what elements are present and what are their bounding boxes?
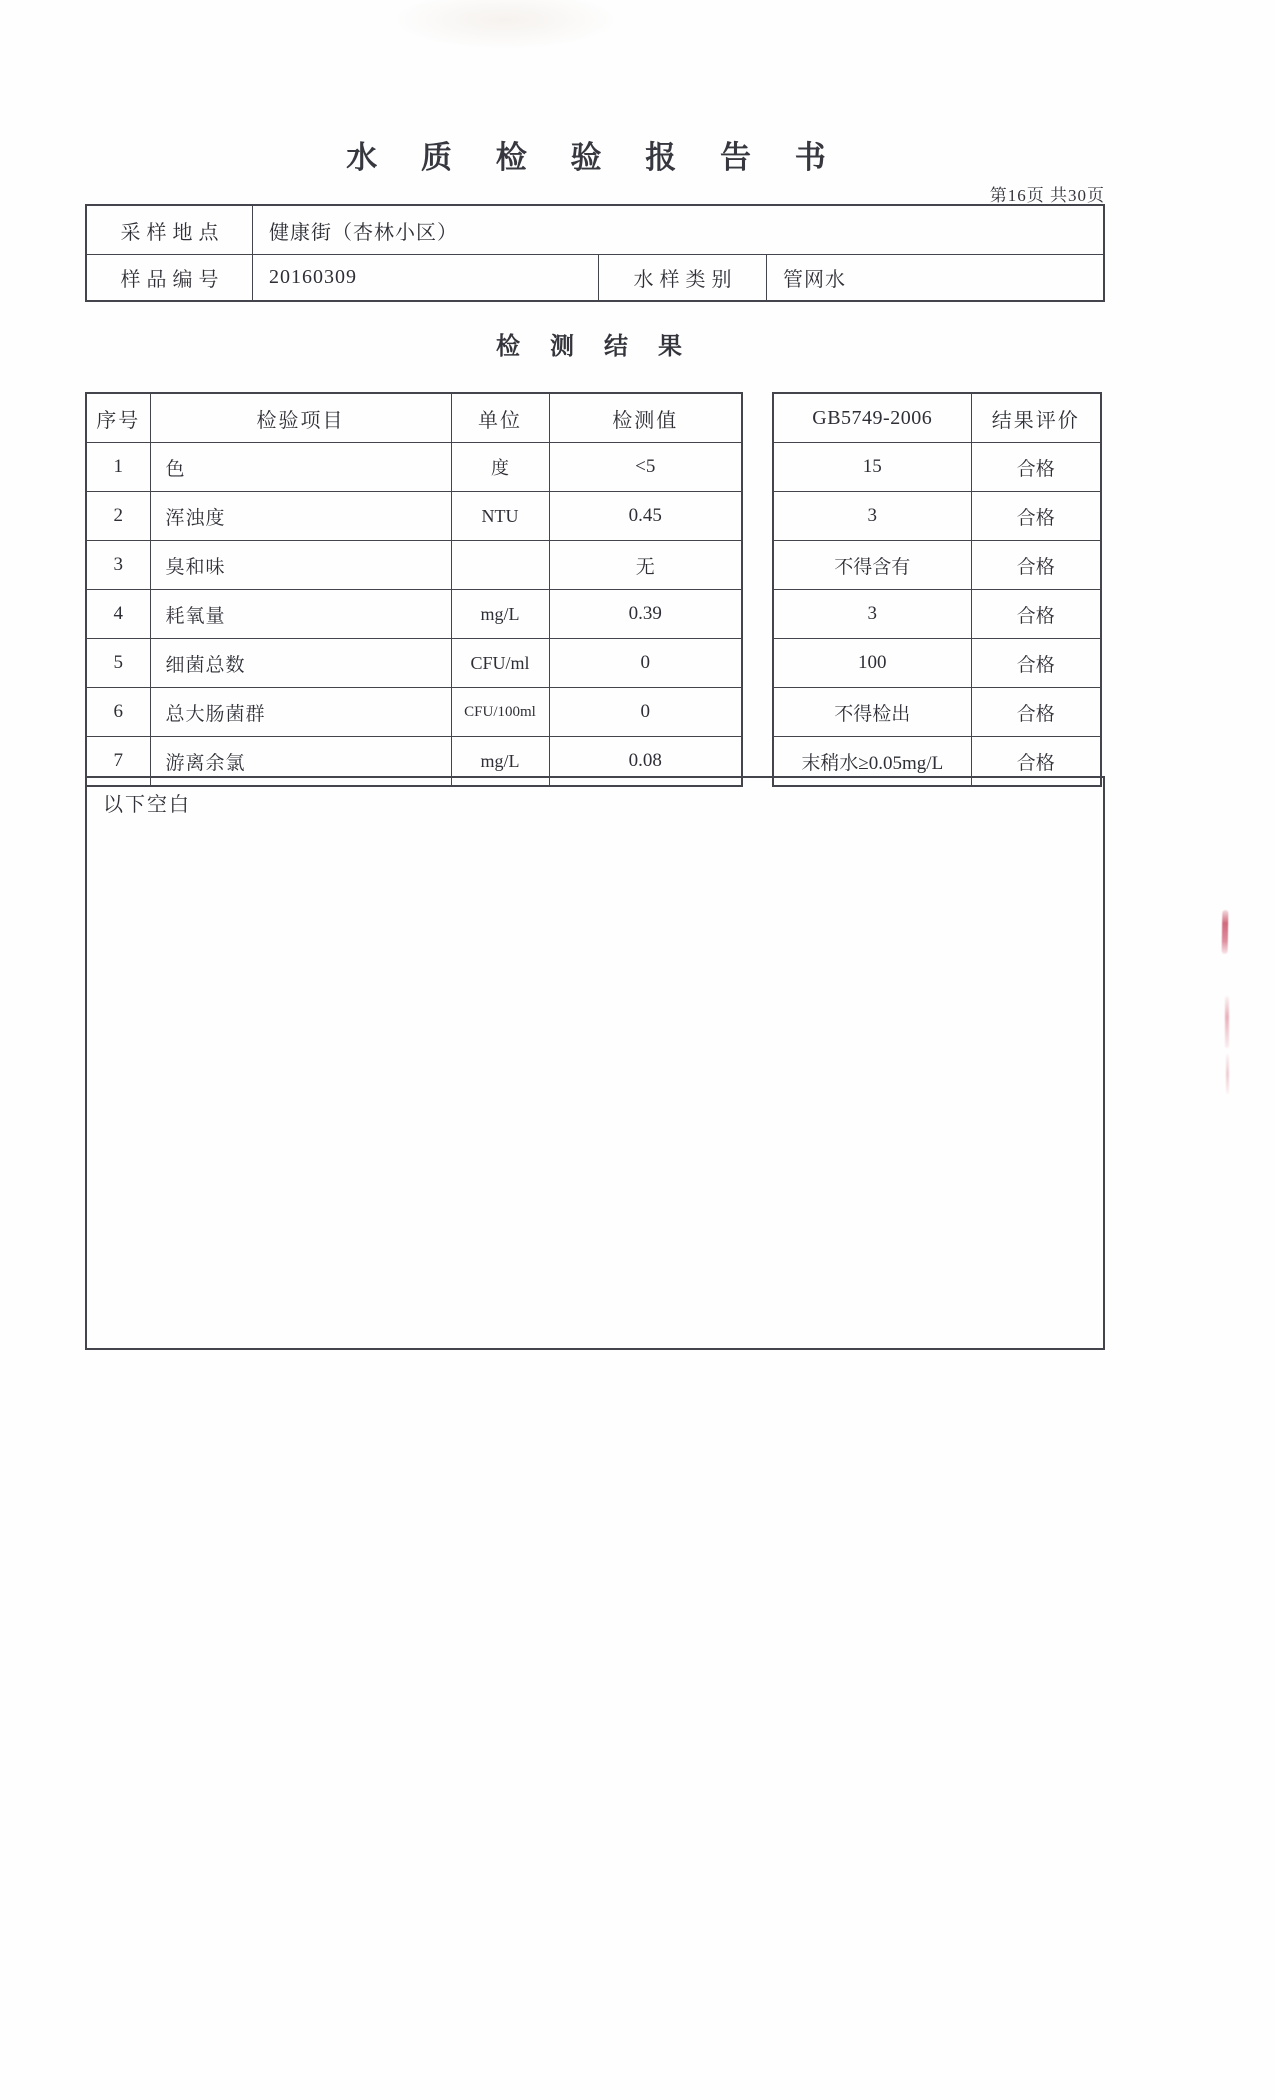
cell-standard: 3 bbox=[773, 492, 971, 541]
cell-item: 色 bbox=[150, 443, 451, 492]
col-header-item: 检验项目 bbox=[150, 393, 451, 443]
sample-info-table bbox=[85, 204, 1105, 302]
col-header-standard: GB5749-2006 bbox=[773, 393, 971, 443]
cell-standard: 15 bbox=[773, 443, 971, 492]
table-row bbox=[86, 590, 742, 639]
table-row bbox=[86, 688, 742, 737]
red-ink-mark bbox=[1226, 1054, 1229, 1094]
col-header-unit: 单位 bbox=[451, 393, 549, 443]
red-ink-mark bbox=[1222, 910, 1229, 954]
col-header-index: 序号 bbox=[86, 393, 150, 443]
cell-value: 0 bbox=[549, 688, 742, 737]
cell-standard: 100 bbox=[773, 639, 971, 688]
cell-unit: CFU/ml bbox=[451, 639, 549, 688]
cell-item: 总大肠菌群 bbox=[150, 688, 451, 737]
water-type-label: 水样类别 bbox=[599, 255, 767, 300]
cell-item: 浑浊度 bbox=[150, 492, 451, 541]
cell-standard: 不得含有 bbox=[773, 541, 971, 590]
sample-number-value: 20160309 bbox=[253, 255, 599, 300]
table-row bbox=[773, 492, 1101, 541]
cell-value: 无 bbox=[549, 541, 742, 590]
sample-info-row-location bbox=[87, 206, 1103, 254]
cell-value: 0.08 bbox=[549, 737, 742, 787]
results-header-row bbox=[773, 393, 1101, 443]
table-row bbox=[86, 443, 742, 492]
cell-index: 3 bbox=[86, 541, 150, 590]
results-header-row bbox=[86, 393, 742, 443]
cell-value: <5 bbox=[549, 443, 742, 492]
cell-unit: 度 bbox=[451, 443, 549, 492]
cell-index: 7 bbox=[86, 737, 150, 787]
cell-item: 耗氧量 bbox=[150, 590, 451, 639]
cell-evaluation: 合格 bbox=[971, 541, 1101, 590]
blank-note: 以下空白 bbox=[103, 794, 191, 816]
sample-number-label: 样品编号 bbox=[87, 255, 253, 300]
cell-index: 6 bbox=[86, 688, 150, 737]
section-heading: 检 测 结 果 bbox=[496, 334, 694, 360]
table-row bbox=[773, 590, 1101, 639]
cell-standard: 不得检出 bbox=[773, 688, 971, 737]
cell-item: 臭和味 bbox=[150, 541, 451, 590]
cell-evaluation: 合格 bbox=[971, 492, 1101, 541]
cell-unit: mg/L bbox=[451, 590, 549, 639]
scan-smudge-artifact bbox=[390, 0, 620, 50]
cell-standard: 3 bbox=[773, 590, 971, 639]
blank-area-box bbox=[85, 776, 1105, 1350]
cell-standard: 末稍水≥0.05mg/L bbox=[773, 737, 971, 787]
cell-unit bbox=[451, 541, 549, 590]
cell-item: 游离余氯 bbox=[150, 737, 451, 787]
water-type-value: 管网水 bbox=[783, 269, 846, 291]
cell-index: 4 bbox=[86, 590, 150, 639]
red-ink-mark bbox=[1225, 996, 1229, 1048]
col-header-evaluation: 结果评价 bbox=[971, 393, 1101, 443]
page-title: 水 质 检 验 报 告 书 bbox=[346, 140, 844, 175]
cell-evaluation: 合格 bbox=[971, 590, 1101, 639]
sampling-location-value: 健康街（杏林小区） bbox=[269, 221, 458, 244]
table-row bbox=[773, 443, 1101, 492]
col-header-value: 检测值 bbox=[549, 393, 742, 443]
cell-unit: mg/L bbox=[451, 737, 549, 787]
cell-evaluation: 合格 bbox=[971, 737, 1101, 787]
table-row bbox=[773, 688, 1101, 737]
cell-value: 0.39 bbox=[549, 590, 742, 639]
cell-evaluation: 合格 bbox=[971, 688, 1101, 737]
cell-value: 0.45 bbox=[549, 492, 742, 541]
table-row bbox=[773, 541, 1101, 590]
cell-unit: NTU bbox=[451, 492, 549, 541]
cell-index: 1 bbox=[86, 443, 150, 492]
sample-info-row-number bbox=[87, 254, 1103, 300]
cell-index: 5 bbox=[86, 639, 150, 688]
results-table-left bbox=[85, 392, 743, 787]
table-row bbox=[86, 639, 742, 688]
cell-value: 0 bbox=[549, 639, 742, 688]
page-indicator: 第16页 共30页 bbox=[989, 186, 1105, 205]
table-row bbox=[86, 541, 742, 590]
cell-index: 2 bbox=[86, 492, 150, 541]
sampling-location-label: 采样地点 bbox=[87, 206, 253, 254]
cell-evaluation: 合格 bbox=[971, 443, 1101, 492]
cell-unit: CFU/100ml bbox=[451, 688, 549, 737]
table-row bbox=[773, 639, 1101, 688]
table-row bbox=[86, 492, 742, 541]
cell-item: 细菌总数 bbox=[150, 639, 451, 688]
cell-evaluation: 合格 bbox=[971, 639, 1101, 688]
results-table-right bbox=[772, 392, 1102, 787]
